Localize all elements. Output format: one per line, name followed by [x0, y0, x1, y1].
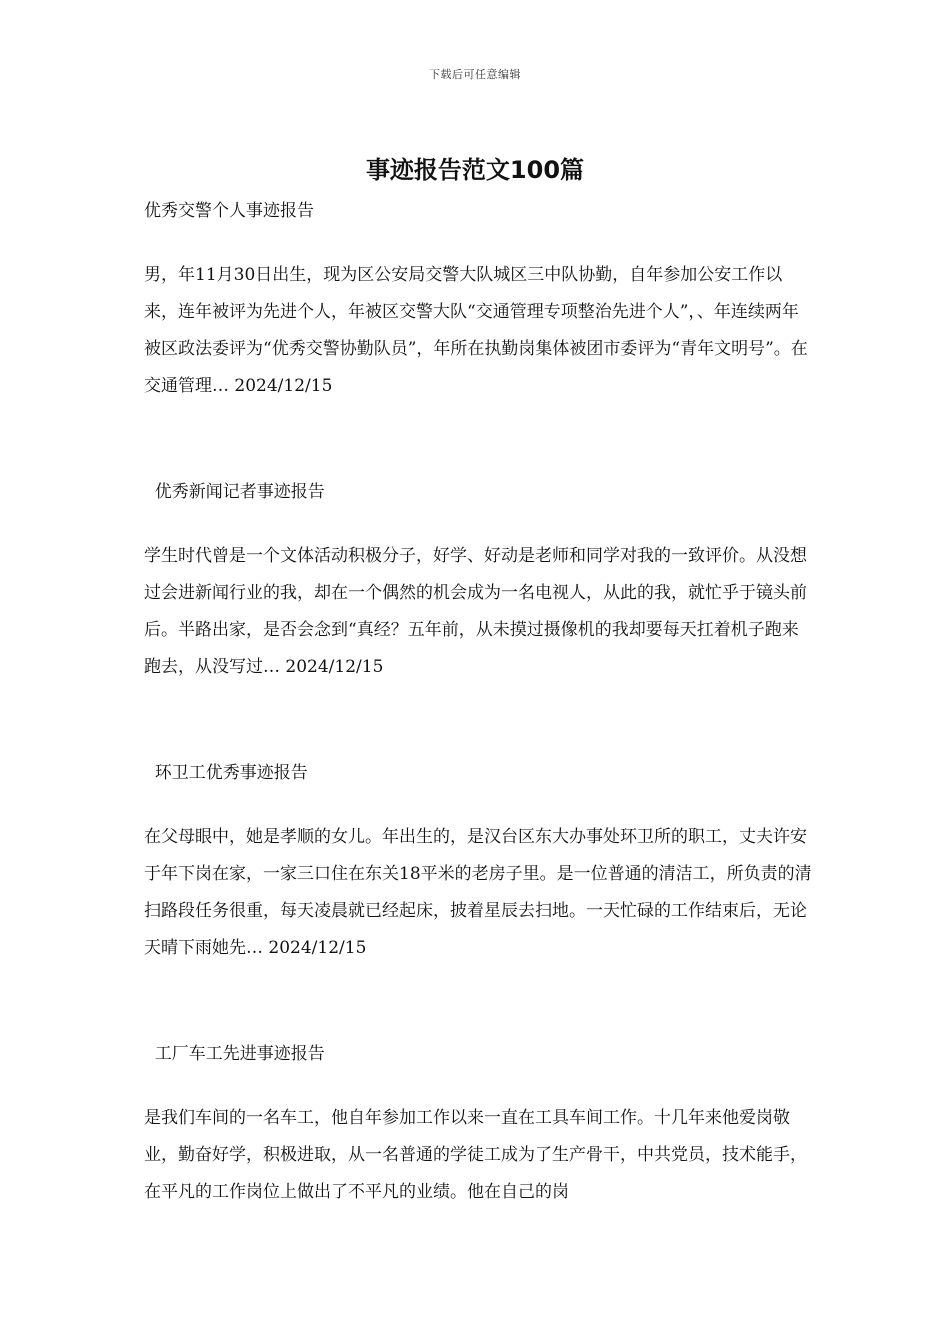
section-body	[144, 538, 814, 686]
section-date: 2024/12/15	[234, 376, 333, 396]
section-excerpt: 在父母眼中，她是孝顺的女儿。年出生的，是汉台区东大办事处环卫所的职工，丈夫许安于年下岗在家，一家三口住在东关18平米的老房子里。是一位普通的清洁工，所负责的清扫路段任务很重，每天凌晨就已经起床，披着星辰去扫地。一天忙碌的工作结束后，无论天晴下雨她先…	[144, 827, 812, 958]
section-body	[144, 257, 814, 405]
document-title: 事迹报告范文100篇	[365, 156, 585, 184]
section-date: 2024/12/15	[268, 938, 367, 958]
section-date: 2024/12/15	[285, 657, 384, 677]
section-excerpt: 是我们车间的一名车工，他自年参加工作以来一直在工具车间工作。十几年来他爱岗敬业，勤奋好学，积极进取，从一名普通的学徒工成为了生产骨干，中共党员，技术能手，在平凡的工作岗位上做出了不平凡的业绩。他在自己的岗	[144, 1108, 807, 1202]
document-content	[144, 196, 814, 1211]
section-heading: 优秀新闻记者事迹报告	[144, 482, 325, 502]
section-excerpt: 男，年11月30日出生，现为区公安局交警大队城区三中队协勤，自年参加公安工作以来，连年被评为先进个人，年被区交警大队“交通管理专项整治先进个人”，、年连续两年被区政法委评为“优秀交警协勤队员”，年所在执勤岗集体被团市委评为“青年文明号”。在交通管理…	[144, 265, 808, 396]
section-excerpt: 学生时代曾是一个文体活动积极分子，好学、好动是老师和同学对我的一致评价。从没想过会进新闻行业的我，却在一个偶然的机会成为一名电视人，从此的我，就忙乎于镜头前后。半路出家，是否会念到“真经？五年前，从未摸过摄像机的我却要每天扛着机子跑来跑去，从没写过…	[144, 546, 807, 677]
section-heading: 优秀交警个人事迹报告	[144, 201, 314, 221]
header-note: 下载后可任意编辑	[429, 68, 521, 81]
section-body	[144, 819, 814, 967]
section-heading: 工厂车工先进事迹报告	[144, 1044, 325, 1064]
section-body	[144, 1100, 814, 1211]
section-heading: 环卫工优秀事迹报告	[144, 763, 308, 783]
